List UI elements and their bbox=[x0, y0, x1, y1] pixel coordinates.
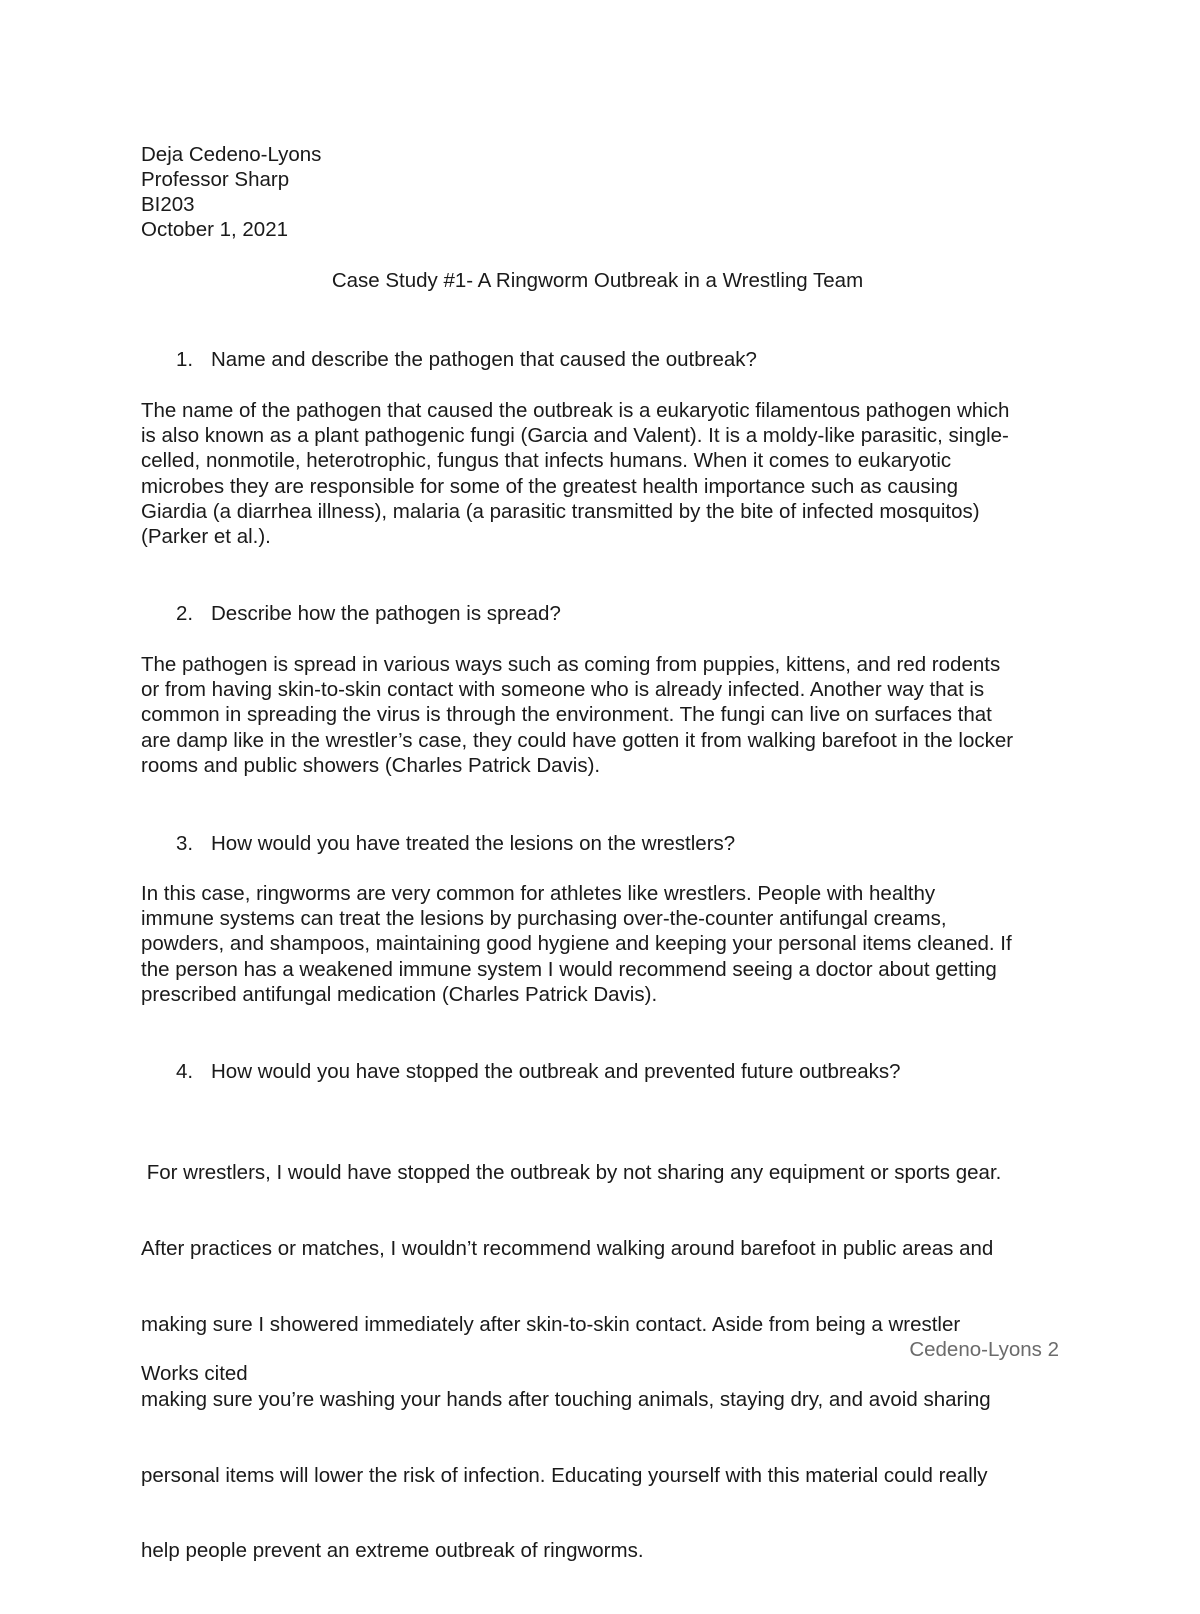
answer-line: or from having skin-to-skin contact with someone who is already infected. Another way that is bbox=[141, 678, 985, 702]
answer-line: making sure you’re washing your hands after touching animals, staying dry, and avoid sharing bbox=[141, 1388, 991, 1412]
answer-line: The pathogen is spread in various ways such as coming from puppies, kittens, and red rodents bbox=[141, 653, 1001, 676]
question-3 bbox=[176, 831, 735, 856]
answer-line: personal items will lower the risk of infection. Educating yourself with this material could really bbox=[141, 1463, 988, 1487]
answer-line: immune systems can treat the lesions by purchasing over-the-counter antifungal creams, bbox=[141, 907, 947, 931]
page-running-head: Cedeno-Lyons 2 bbox=[909, 1338, 1059, 1361]
answer-line: The name of the pathogen that caused the outbreak is a eukaryotic filamentous pathogen which bbox=[141, 399, 1010, 422]
answer-line: In this case, ringworms are very common for athletes like wrestlers. People with healthy bbox=[141, 882, 936, 905]
answer-line: Giardia (a diarrhea illness), malaria (a parasitic transmitted by the bite of infected mosquitos) bbox=[141, 499, 980, 523]
answer-4 bbox=[141, 1110, 1071, 1614]
document-title: Case Study #1- A Ringworm Outbreak in a Wrestling Team bbox=[331, 269, 864, 292]
answer-line: powders, and shampoos, maintaining good hygiene and keeping your personal items cleaned. If bbox=[141, 932, 1012, 956]
question-number: 2. bbox=[176, 602, 194, 625]
question-number: 1. bbox=[176, 348, 194, 371]
author-name: Deja Cedeno-Lyons bbox=[141, 143, 322, 166]
answer-line: celled, nonmotile, heterotrophic, fungus that infects humans. When it comes to eukaryotic bbox=[141, 449, 952, 473]
answer-3 bbox=[141, 881, 1071, 1007]
answer-line: help people prevent an extreme outbreak of ringworms. bbox=[141, 1539, 644, 1563]
question-text: Name and describe the pathogen that caused the outbreak? bbox=[211, 348, 757, 371]
professor-name: Professor Sharp bbox=[141, 168, 290, 191]
answer-line: After practices or matches, I wouldn’t recommend walking around barefoot in public areas and bbox=[141, 1237, 994, 1261]
course-code: BI203 bbox=[141, 193, 195, 216]
answer-1 bbox=[141, 398, 1071, 549]
answer-line: microbes they are responsible for some of the greatest health importance such as causing bbox=[141, 474, 959, 498]
heading-block bbox=[141, 142, 321, 242]
answer-line: For wrestlers, I would have stopped the outbreak by not sharing any equipment or sports gear. bbox=[141, 1161, 1002, 1185]
answer-line: are damp like in the wrestler’s case, they could have gotten it from walking barefoot in the locker bbox=[141, 728, 1014, 752]
question-number: 3. bbox=[176, 832, 194, 855]
question-2 bbox=[176, 601, 561, 626]
answer-line: prescribed antifungal medication (Charles Patrick Davis). bbox=[141, 982, 658, 1006]
answer-line: is also known as a plant pathogenic fungi (Garcia and Valent). It is a moldy-like parasitic, single- bbox=[141, 424, 1009, 448]
document-date: October 1, 2021 bbox=[141, 218, 289, 241]
answer-line: common in spreading the virus is through the environment. The fungi can live on surfaces that bbox=[141, 703, 992, 727]
question-1 bbox=[176, 347, 757, 372]
answer-line: the person has a weakened immune system I would recommend seeing a doctor about getting bbox=[141, 957, 997, 981]
question-number: 4. bbox=[176, 1060, 194, 1083]
answer-2 bbox=[141, 652, 1071, 778]
question-text: How would you have stopped the outbreak and prevented future outbreaks? bbox=[211, 1060, 901, 1083]
answer-line: making sure I showered immediately after skin-to-skin contact. Aside from being a wrestler bbox=[141, 1312, 961, 1336]
question-4 bbox=[176, 1059, 901, 1084]
question-text: Describe how the pathogen is spread? bbox=[211, 602, 561, 625]
answer-line: rooms and public showers (Charles Patrick Davis). bbox=[141, 753, 601, 777]
question-text: How would you have treated the lesions on the wrestlers? bbox=[211, 832, 736, 855]
answer-line: (Parker et al.). bbox=[141, 525, 271, 549]
works-cited-heading: Works cited bbox=[141, 1362, 248, 1385]
